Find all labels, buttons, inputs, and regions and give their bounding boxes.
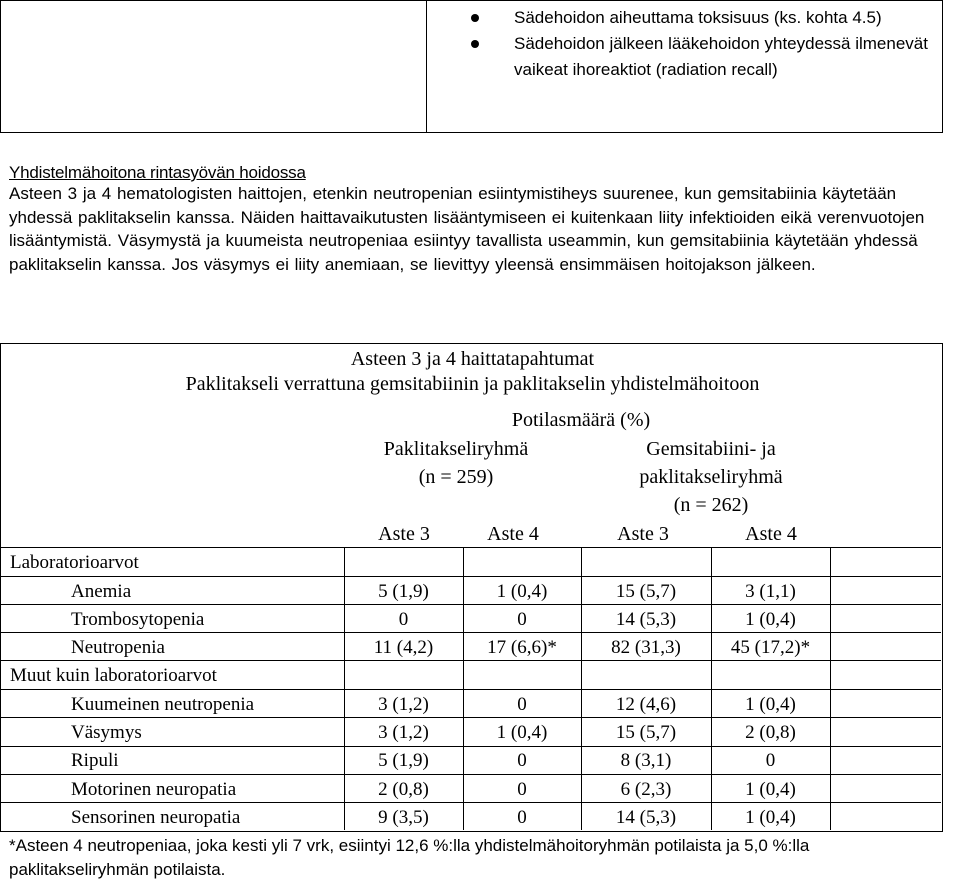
table-cell: 1 (0,4) [745,609,796,630]
row-rule [1,604,941,605]
row-rule [1,802,941,803]
row-label: Sensorinen neuropatia [71,807,241,828]
row-rule [1,746,941,747]
table-title: Asteen 3 ja 4 haittatapahtumat [350,348,595,370]
grade-header: Aste 4 [487,523,539,545]
bullet-text: Sädehoidon aiheuttama toksisuus (ks. kohta 4.5) [514,8,882,27]
top-table-box [0,0,943,133]
table-cell: 3 (1,2) [378,694,429,715]
row-label: Anemia [71,581,132,602]
section-lab-label: Laboratorioarvot [10,552,139,573]
table-cell: 0 [517,694,527,715]
row-label: Kuumeinen neutropenia [71,694,255,715]
table-cell: 0 [398,609,409,630]
group1-name: Paklitakseliryhmä [383,438,529,460]
table-cell: 1 (0,4) [745,694,796,715]
table-cell: 0 [517,750,527,771]
bullet-text: Sädehoidon jälkeen lääkehoidon yhteydessä ilmenevät vaikeat ihoreaktiot (radiation recall) [514,34,928,79]
row-label: Trombosytopenia [71,609,205,630]
section-other-label: Muut kuin laboratorioarvot [10,665,217,686]
group1-header [341,435,571,491]
table-cell: 14 (5,3) [615,609,677,630]
table-cell: 3 (1,1) [745,581,796,602]
table-cell: 1 (0,4) [745,807,796,828]
row-label: Neutropenia [71,637,165,658]
table-cell: 3 (1,2) [378,722,429,743]
table-footnote: *Asteen 4 neutropeniaa, joka kesti yli 7 vrk, esiintyi 12,6 %:lla yhdistelmähoitoryhmän potilaista ja 5,0 %:lla paklitakseliryhmän potilaista. [9,836,810,879]
table-cell: 9 (3,5) [378,807,429,828]
col-rule [830,547,831,830]
group2-header [581,435,841,519]
section-title: Yhdistelmähoitona rintasyövän hoidossa [9,163,306,182]
row-rule [1,576,941,577]
group2-name-2: paklitakseliryhmä [639,466,783,488]
adverse-events-table [0,343,943,832]
table-cell: 1 (0,4) [496,722,548,743]
row-rule [1,660,941,661]
row-rule [1,717,941,718]
table-cell: 2 (0,8) [745,722,796,743]
row-rule [1,547,941,548]
body-paragraph: Asteen 3 ja 4 hematologisten haittojen, etenkin neutropenian esiintymistiheys suurenee, kun gemsitabiinia käytetään yhdessä paklitakselin kanssa. Näiden haittavaikutusten lisääntymiseen ei kuitenkaan liity infektioiden eikä verenvuotojen lisääntymistä. Väsymystä ja kuumeista neutropeniaa esiintyy tavallista useammin, kun gemsitabiinia käytetään yhdessä paklitakselin kanssa. Jos väsymys ei liity anemiaan, se lievittyy yleensä ensimmäisen hoitojakson jälkeen. [9,184,925,274]
group1-n: (n = 259) [418,466,494,488]
table-cell: 0 [517,807,527,828]
table-cell: 5 (1,9) [378,581,429,602]
table-cell: 1 (0,4) [745,779,796,800]
table-cell: 6 (2,3) [620,779,672,800]
table-cell: 2 (0,8) [378,779,429,800]
table-cell: 45 (17,2)* [730,637,811,658]
table-cell: 5 (1,9) [378,750,429,771]
bullet-item [471,5,894,31]
top-table-divider [426,1,427,132]
table-cell: 0 [517,779,527,800]
table-cell: 11 (4,2) [373,637,434,658]
table-subtitle: Paklitakseli verrattuna gemsitabiinin ja paklitakselin yhdistelmähoitoon [185,373,760,395]
row-rule [1,632,941,633]
table-cell: 17 (6,6)* [487,637,557,658]
table-cell: 15 (5,7) [615,722,677,743]
table-cell: 12 (4,6) [615,694,677,715]
row-label: Motorinen neuropatia [71,779,237,800]
grade-header: Aste 4 [745,523,797,545]
row-label: Ripuli [71,750,119,771]
group2-name-1: Gemsitabiini- ja [646,438,776,460]
table-cell: 0 [517,609,527,630]
table-cell: 8 (3,1) [620,750,672,771]
bullet-item [471,31,944,83]
grade-header: Aste 3 [617,523,669,545]
top-bullet-list [471,5,944,83]
group2-n: (n = 262) [673,494,749,516]
grade-header: Aste 3 [378,523,430,545]
bullet-dot-icon [471,14,479,22]
table-cell: 14 (5,3) [615,807,677,828]
table-cell: 1 (0,4) [496,581,548,602]
row-rule [1,774,941,775]
table-cell: 82 (31,3) [611,637,681,658]
table-cell: 15 (5,7) [615,581,677,602]
table-cell: 0 [765,750,776,771]
row-label: Väsymys [71,722,142,743]
row-rule [1,689,941,690]
bullet-dot-icon [471,40,479,48]
patients-header: Potilasmäärä (%) [511,409,651,431]
